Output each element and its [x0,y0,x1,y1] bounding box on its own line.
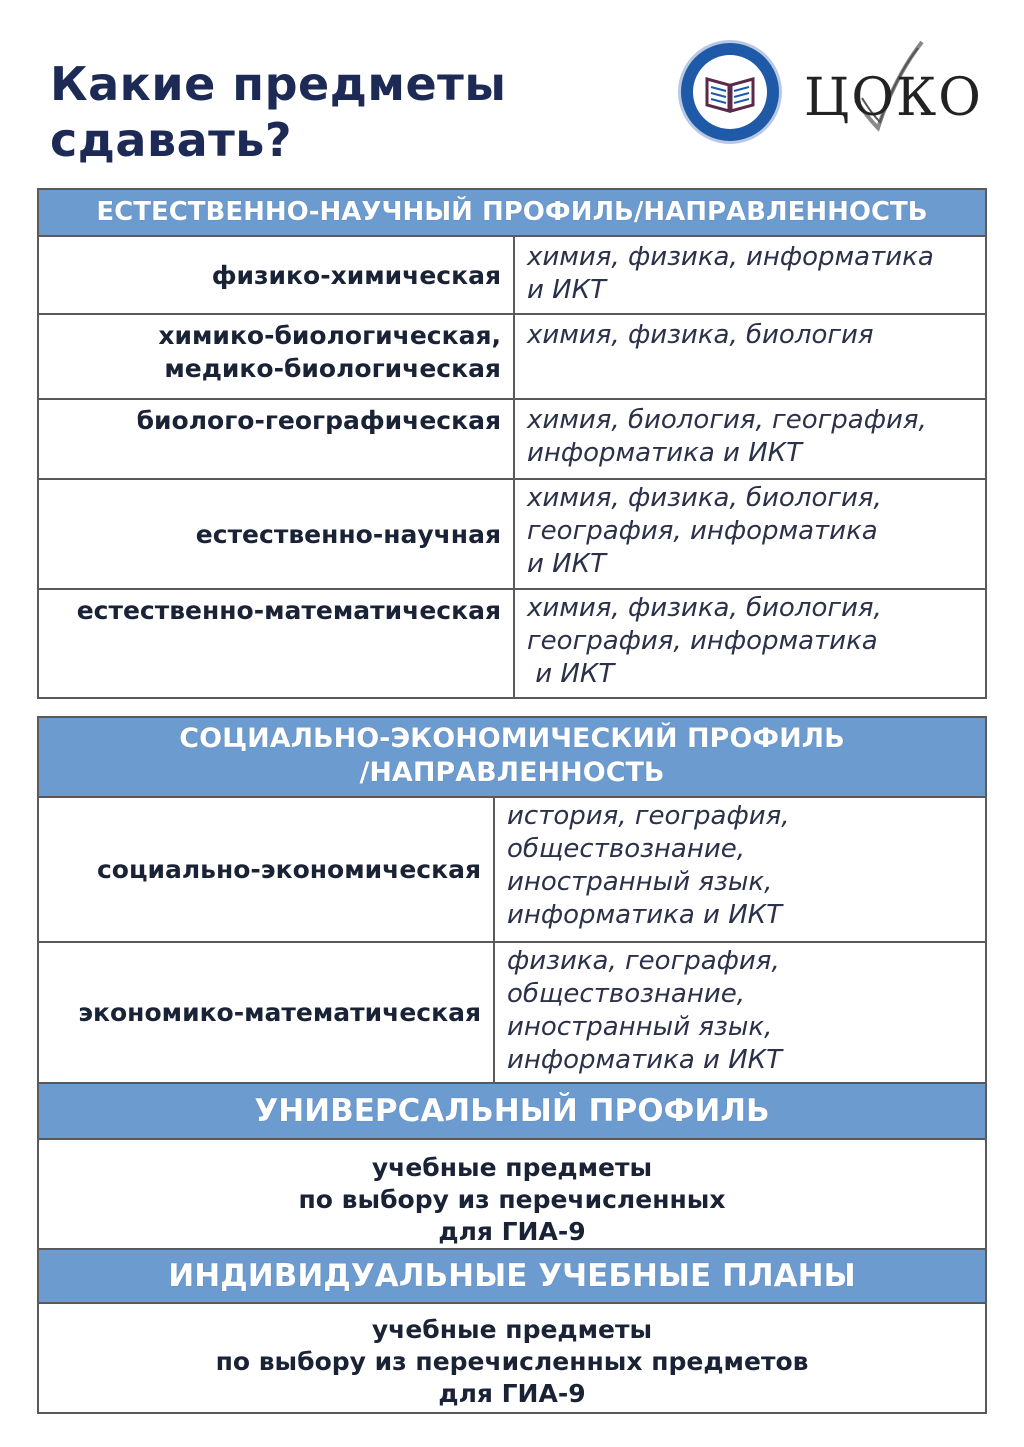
socio-economic-header: СОЦИАЛЬНО-ЭКОНОМИЧЕСКИЙ ПРОФИЛЬ /НАПРАВЛЕННОСТЬ [39,718,985,796]
profile-subjects: химия, физика, биология [527,320,874,350]
page-title-line: Какие предметы [50,57,507,111]
logo-emblem [678,40,782,144]
profile-subjects: химия, физика, биология, география, информатика и ИКТ [527,593,882,689]
page-title [50,56,506,168]
tsoko-logo [678,38,998,156]
table-row [39,398,985,478]
table-row [39,941,985,1082]
profile-subjects: химия, физика, информатика и ИКТ [527,242,934,305]
table-row [39,588,985,697]
individual-plans-body: учебные предметы по выбору из перечисленных предметов для ГИА-9 [39,1302,985,1412]
socio-economic-table [37,716,987,1084]
profile-name: химико-биологическая, медико-биологическая [39,315,515,398]
universal-profile-header: УНИВЕРСАЛЬНЫЙ ПРОФИЛЬ [39,1084,985,1138]
table-row [39,313,985,398]
logo-text: ЦОКО [804,68,983,128]
natural-science-table [37,188,987,699]
profile-name: биолого-географическая [39,400,515,478]
profile-name: социально-экономическая [39,798,495,941]
individual-plans-header: ИНДИВИДУАЛЬНЫЕ УЧЕБНЫЕ ПЛАНЫ [39,1250,985,1302]
table-row [39,478,985,588]
universal-profile-body: учебные предметы по выбору из перечисленных для ГИА-9 [39,1138,985,1248]
profile-subjects: химия, биология, география, информатика и ИКТ [527,405,927,468]
open-book-icon [693,55,767,129]
page-title-line: сдавать? [50,113,293,167]
table-row [39,235,985,313]
natural-science-header: ЕСТЕСТВЕННО-НАУЧНЫЙ ПРОФИЛЬ/НАПРАВЛЕННОСТЬ [39,190,985,235]
profile-subjects: физика, география, обществознание, иностранный язык, информатика и ИКТ [507,946,782,1075]
profile-name: экономико-математическая [39,943,495,1082]
profile-name: естественно-математическая [39,590,515,697]
profile-subjects: химия, физика, биология, география, информатика и ИКТ [527,483,882,579]
universal-profile-table [37,1082,987,1250]
profile-subjects: история, география, обществознание, иностранный язык, информатика и ИКТ [507,801,790,930]
table-row [39,796,985,941]
profile-name: физико-химическая [39,237,515,313]
individual-plans-table [37,1248,987,1414]
profile-name: естественно-научная [39,480,515,588]
